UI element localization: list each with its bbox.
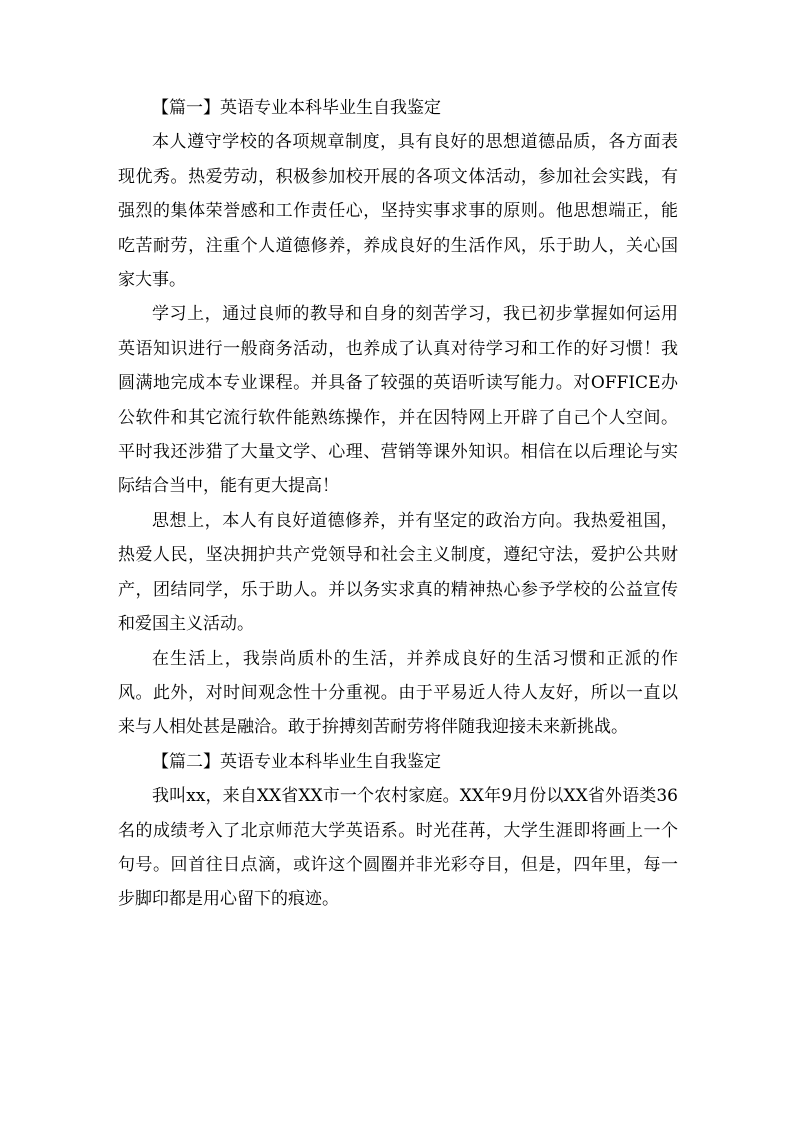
- section-2-paragraph-1: 我叫xx，来自XX省XX市一个农村家庭。XX年9月份以XX省外语类36名的成绩考入了北京师范大学英语系。时光荏苒，大学生涯即将画上一个句号。回首往日点滴，或许这个圆圈并非光彩夺目，但是，四年里，每一步脚印都是用心留下的痕迹。: [118, 786, 678, 910]
- section-1-paragraph-4: 在生活上，我崇尚质朴的生活，并养成良好的生活习惯和正派的作风。此外，对时间观念性十分重视。由于平易近人待人友好，所以一直以来与人相处甚是融洽。敢于拚搏刻苦耐劳将伴随我迎接未来新挑战。: [118, 648, 678, 738]
- document-body: [118, 91, 678, 917]
- section-1-heading: 【篇一】英语专业本科毕业生自我鉴定: [152, 98, 441, 118]
- section-2-heading: 【篇二】英语专业本科毕业生自我鉴定: [152, 751, 441, 772]
- section-1-paragraph-1: 本人遵守学校的各项规章制度，具有良好的思想道德品质，各方面表现优秀。热爱劳动，积极参加校开展的各项文体活动，参加社会实践，有强烈的集体荣誉感和工作责任心，坚持实事求事的原则。他思想端正，能吃苦耐劳，注重个人道德修养，养成良好的生活作风，乐于助人，关心国家大事。: [118, 132, 678, 291]
- section-1-paragraph-2: 学习上，通过良师的教导和自身的刻苦学习，我已初步掌握如何运用英语知识进行一般商务活动，也养成了认真对待学习和工作的好习惯！我圆满地完成本专业课程。并具备了较强的英语听读写能力。对OFFICE办公软件和其它流行软件能熟练操作，并在因特网上开辟了自己个人空间。平时我还涉猎了大量文学、心理、营销等课外知识。相信在以后理论与实际结合当中，能有更大提高！: [118, 304, 678, 497]
- section-1-paragraph-3: 思想上，本人有良好道德修养，并有坚定的政治方向。我热爱祖国，热爱人民，坚决拥护共产党领导和社会主义制度，遵纪守法，爱护公共财产，团结同学，乐于助人。并以务实求真的精神热心参予学校的公益宣传和爱国主义活动。: [118, 510, 678, 635]
